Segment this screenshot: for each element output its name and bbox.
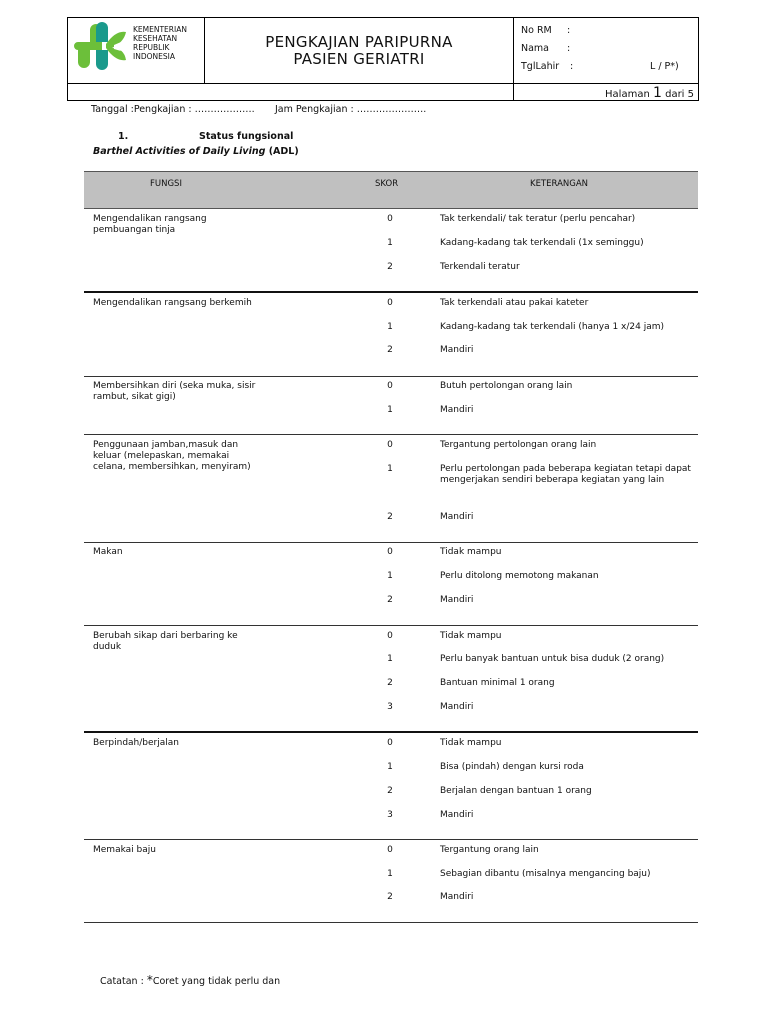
table-row-keterangan: Tak terkendali/ tak teratur (perlu pencahar) bbox=[440, 214, 636, 224]
table-row-keterangan: Tidak mampu bbox=[440, 547, 502, 557]
document-title-line-1: PENGKAJIAN PARIPURNA bbox=[265, 33, 453, 51]
nama-colon: : bbox=[567, 43, 571, 54]
nama-label: Nama bbox=[521, 43, 550, 54]
table-row-skor: 3 bbox=[387, 810, 393, 820]
table-row-fungsi: Mengendalikan rangsang pembuangan tinja bbox=[93, 214, 207, 235]
table-row-keterangan: Mandiri bbox=[440, 892, 474, 902]
ministry-line-3: REPUBLIK bbox=[133, 43, 170, 52]
table-row-skor: 0 bbox=[387, 381, 393, 391]
table-row-keterangan: Tidak mampu bbox=[440, 738, 502, 748]
table-row-keterangan: Bantuan minimal 1 orang bbox=[440, 678, 555, 688]
table-row-skor: 2 bbox=[387, 678, 393, 688]
ministry-line-1: KEMENTERIAN bbox=[133, 25, 187, 34]
row-divider bbox=[84, 542, 698, 543]
ministry-line-4: INDONESIA bbox=[133, 52, 175, 61]
table-row-keterangan: Kadang-kadang tak terkendali (hanya 1 x/24 jam) bbox=[440, 322, 665, 332]
page-suffix: dari 5 bbox=[665, 89, 694, 100]
page-prefix: Halaman bbox=[605, 89, 650, 100]
column-header-skor: SKOR bbox=[375, 179, 399, 189]
column-header-fungsi: FUNGSI bbox=[150, 179, 182, 189]
table-row-skor: 0 bbox=[387, 547, 393, 557]
row-divider bbox=[84, 291, 698, 293]
table-row-skor: 2 bbox=[387, 786, 393, 796]
subtitle-adl: (ADL) bbox=[268, 146, 299, 157]
table-row-keterangan: Mandiri bbox=[440, 512, 474, 522]
ministry-name bbox=[133, 25, 187, 61]
document-title bbox=[205, 34, 513, 68]
table-row-fungsi: Memakai baju bbox=[93, 845, 156, 855]
table-row-skor: 1 bbox=[387, 869, 393, 879]
assessment-date: Tanggal :Pengkajian : ………………. bbox=[91, 104, 255, 115]
note-label: Catatan : bbox=[100, 976, 144, 987]
no-rm-label: No RM bbox=[521, 25, 552, 36]
section-title: Status fungsional bbox=[199, 131, 294, 142]
row-divider bbox=[84, 839, 698, 840]
table-row-skor: 1 bbox=[387, 238, 393, 248]
table-row-skor: 2 bbox=[387, 262, 393, 272]
row-divider bbox=[84, 625, 698, 626]
tgl-lahir-colon: : bbox=[570, 61, 574, 72]
tgl-lahir-label: TglLahir bbox=[521, 61, 560, 72]
table-row-keterangan: Perlu banyak bantuan untuk bisa duduk (2 orang) bbox=[440, 654, 665, 664]
table-row-skor: 1 bbox=[387, 762, 393, 772]
row-divider bbox=[84, 731, 698, 733]
ministry-line-2: KESEHATAN bbox=[133, 34, 178, 43]
table-row-keterangan: Tergantung orang lain bbox=[440, 845, 539, 855]
table-row-keterangan: Mandiri bbox=[440, 595, 474, 605]
table-row-keterangan: Mandiri bbox=[440, 405, 474, 415]
table-row-keterangan: Perlu pertolongan pada beberapa kegiatan tetapi dapat mengerjakan sendiri beberapa kegiatan yang lain bbox=[440, 464, 691, 485]
page-current: 1 bbox=[652, 85, 662, 101]
table-row-skor: 2 bbox=[387, 345, 393, 355]
table-row-skor: 2 bbox=[387, 595, 393, 605]
section-number: 1. bbox=[118, 131, 129, 142]
table-row-fungsi: Makan bbox=[93, 547, 123, 557]
assessment-time: Jam Pengkajian : …………………. bbox=[275, 104, 427, 115]
table-row-skor: 0 bbox=[387, 214, 393, 224]
row-divider bbox=[84, 376, 698, 377]
column-header-keterangan: KETERANGAN bbox=[530, 179, 589, 189]
table-bottom-rule bbox=[84, 922, 698, 923]
note-star: * bbox=[146, 973, 153, 987]
table-row-keterangan: Mandiri bbox=[440, 702, 474, 712]
table-row-keterangan: Mandiri bbox=[440, 345, 474, 355]
table-row-keterangan: Terkendali teratur bbox=[440, 262, 520, 272]
table-row-keterangan: Berjalan dengan bantuan 1 orang bbox=[440, 786, 592, 796]
table-row-fungsi: Berubah sikap dari berbaring ke duduk bbox=[93, 631, 238, 652]
document-title-line-2: PASIEN GERIATRI bbox=[293, 50, 425, 68]
table-row-keterangan: Sebagian dibantu (misalnya mengancing baju) bbox=[440, 869, 651, 879]
gender-field: L / P*) bbox=[650, 61, 679, 72]
table-row-fungsi: Mengendalikan rangsang berkemih bbox=[93, 298, 252, 308]
note-text: Coret yang tidak perlu dan bbox=[152, 976, 281, 987]
table-row-skor: 1 bbox=[387, 322, 393, 332]
table-row-keterangan: Mandiri bbox=[440, 810, 474, 820]
page-indicator bbox=[605, 85, 694, 101]
table-row-fungsi: Membersihkan diri (seka muka, sisir rambut, sikat gigi) bbox=[93, 381, 256, 402]
row-divider bbox=[84, 434, 698, 435]
table-row-skor: 0 bbox=[387, 440, 393, 450]
table-row-fungsi: Penggunaan jamban,masuk dan keluar (melepaskan, memakai celana, membersihkan, menyiram) bbox=[93, 440, 251, 472]
table-row-skor: 3 bbox=[387, 702, 393, 712]
table-row-skor: 0 bbox=[387, 298, 393, 308]
section-subtitle bbox=[93, 146, 299, 157]
kemenkes-logo-icon bbox=[74, 18, 130, 74]
table-row-skor: 2 bbox=[387, 892, 393, 902]
table-row-skor: 2 bbox=[387, 512, 393, 522]
table-row-keterangan: Kadang-kadang tak terkendali (1x seminggu) bbox=[440, 238, 644, 248]
no-rm-colon: : bbox=[567, 25, 571, 36]
table-row-skor: 0 bbox=[387, 738, 393, 748]
table-row-keterangan: Butuh pertolongan orang lain bbox=[440, 381, 573, 391]
footer-note bbox=[100, 973, 280, 987]
table-row-skor: 0 bbox=[387, 631, 393, 641]
table-row-keterangan: Tak terkendali atau pakai kateter bbox=[440, 298, 589, 308]
table-row-keterangan: Tidak mampu bbox=[440, 631, 502, 641]
table-row-skor: 1 bbox=[387, 464, 393, 474]
header-divider-right bbox=[513, 17, 514, 101]
table-row-fungsi: Berpindah/berjalan bbox=[93, 738, 179, 748]
table-row-keterangan: Bisa (pindah) dengan kursi roda bbox=[440, 762, 584, 772]
kemenkes-logo bbox=[74, 18, 130, 78]
table-row-skor: 0 bbox=[387, 845, 393, 855]
table-row-skor: 1 bbox=[387, 654, 393, 664]
table-row-skor: 1 bbox=[387, 405, 393, 415]
table-row-keterangan: Tergantung pertolongan orang lain bbox=[440, 440, 597, 450]
table-header-band bbox=[84, 171, 698, 209]
table-row-keterangan: Perlu ditolong memotong makanan bbox=[440, 571, 599, 581]
table-row-skor: 1 bbox=[387, 571, 393, 581]
subtitle-barthel: Barthel Activities of Daily Living bbox=[93, 146, 266, 157]
